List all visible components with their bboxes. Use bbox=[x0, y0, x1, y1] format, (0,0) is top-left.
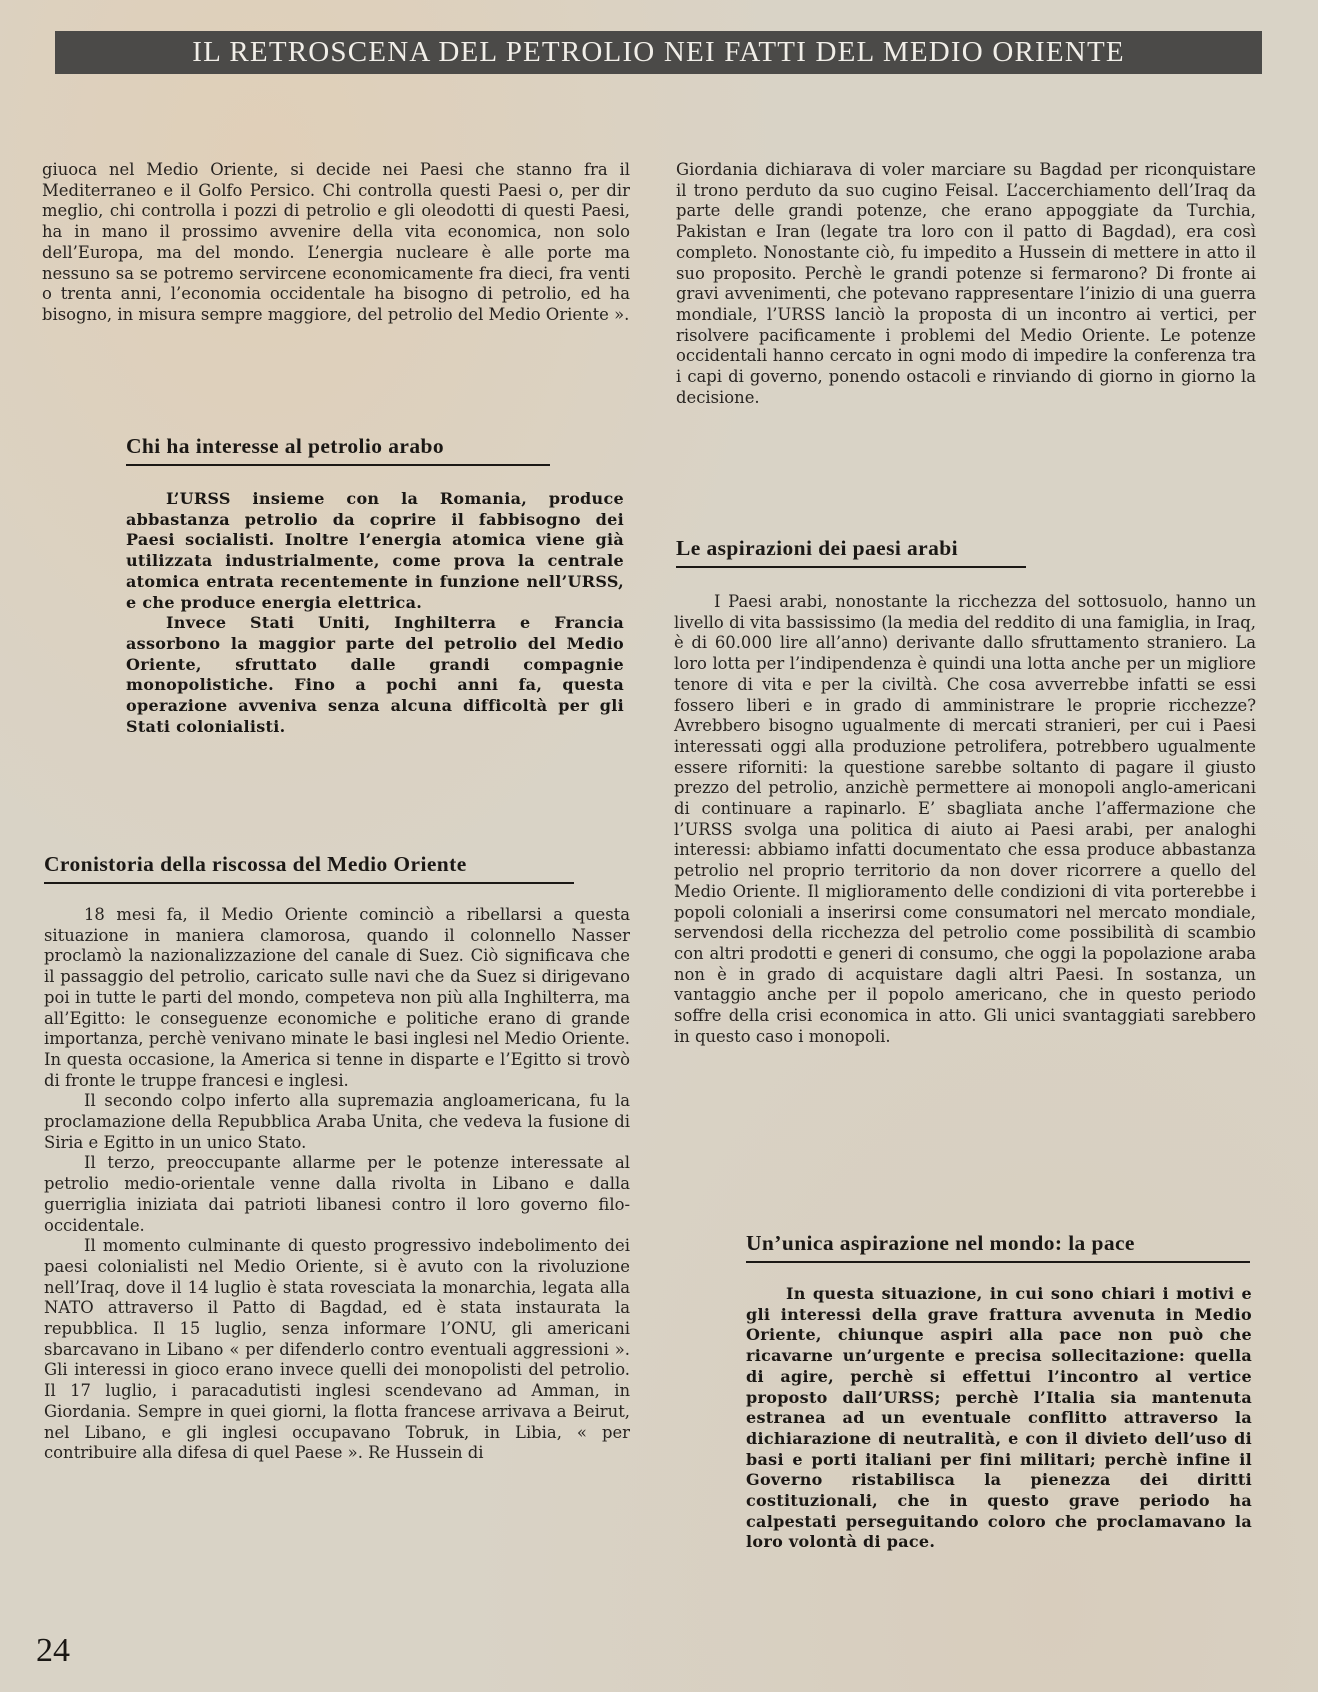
section-peace bbox=[746, 1231, 1252, 1263]
section-heading-aspirations: Le aspirazioni dei paesi arabi bbox=[676, 536, 1026, 568]
page-banner-title: IL RETROSCENA DEL PETROLIO NEI FATTI DEL MEDIO ORIENTE bbox=[55, 31, 1262, 74]
left-column bbox=[42, 160, 630, 326]
peace-paragraph-1: In questa situazione, in cui sono chiari i motivi e gli interessi della grave frattura avvenuta in Medio Oriente, chiunque aspiri alla pace non può che ricavarne un’urgente e precisa sollecitazione: quella di agire, perchè si effettui l’incontro al vertice proposto dall’URSS; perchè l’Italia sia mantenuta estranea ad un eventuale conflitto attraverso la dichiarazione di neutralità, e con il divieto dell’uso di basi e porti italiani per fini militari; perchè infine il Governo ristabilisca la pienezza dei diritti costituzionali, che in questo grave periodo ha calpestati perseguitando coloro che proclamavano la loro volontà di pace. bbox=[746, 1284, 1252, 1552]
section-heading-peace: Un’unica aspirazione nel mondo: la pace bbox=[746, 1231, 1250, 1263]
chronicle-paragraph-4: Il momento culminante di questo progressivo indebolimento dei paesi colonialisti nel Medio Oriente, si è avuto con la rivoluzione nell’Iraq, dove il 14 luglio è stata rovesciata la monarchia, legata alla NATO attraverso il Patto di Bagdad, ed è stata instaurata la repubblica. Il 15 luglio, senza informare l’ONU, gli americani sbarcavano in Libano « per difenderlo contro eventuali aggressioni ». Gli interessi in gioco erano invece quelli dei monopolisti del petrolio. Il 17 luglio, i paracadutisti inglesi scendevano ad Amman, in Giordania. Sempre in quei giorni, la flotta francese arrivava a Beirut, nel Libano, e gli inglesi occupavano Tobruk, in Libia, « per contribuire alla difesa di quel Paese ». Re Hussein di bbox=[44, 1236, 630, 1463]
interest-paragraph-2: Invece Stati Uniti, Inghilterra e Francia assorbono la maggior parte del petrolio del Medio Oriente, sfruttato dalle grandi compagnie monopolistiche. Fino a pochi anni fa, questa operazione avveniva senza alcuna difficoltà per gli Stati colonialisti. bbox=[126, 613, 624, 736]
section-aspirations bbox=[676, 536, 1256, 568]
section-peace-body bbox=[746, 1284, 1252, 1553]
chronicle-paragraph-3: Il terzo, preoccupante allarme per le potenze interessate al petrolio medio-orientale venne dalla rivolta in Libano e dalla guerriglia iniziata dai patrioti libanesi contro il loro governo filo-occidentale. bbox=[44, 1153, 630, 1235]
intro-paragraph: giuoca nel Medio Oriente, si decide nei Paesi che stanno fra il Mediterraneo e il Golfo Persico. Chi controlla questi Paesi o, per dir meglio, chi controlla i pozzi di petrolio e gli oleodotti di questi Paesi, ha in mano il prossimo avvenire della vita economica, non solo dell’Europa, ma del mondo. L’energia nucleare è alle porte ma nessuno sa se potremo servircene economicamente fra dieci, fra venti o trenta anni, l’economia occidentale ha bisogno di petrolio, ed ha bisogno, in misura sempre maggiore, del petrolio del Medio Oriente ». bbox=[42, 160, 630, 324]
right-column bbox=[676, 160, 1256, 408]
page-number: 24 bbox=[36, 1632, 70, 1669]
section-chronicle-body bbox=[44, 905, 630, 1464]
section-interest-body bbox=[126, 489, 624, 737]
continuation-paragraph: Giordania dichiarava di voler marciare su Bagdad per riconquistare il trono perduto da suo cugino Feisal. L’accerchiamento dell’Iraq da parte delle grandi potenze, che erano appoggiate da Turchia, Pakistan e Iran (legate tra loro con il patto di Bagdad), era così completo. Nonostante ciò, fu impedito a Hussein di mettere in atto il suo proposito. Perchè le grandi potenze si fermarono? Di fronte ai gravi avvenimenti, che potevano rappresentare l’inizio di una guerra mondiale, l’URSS lanciò la proposta di un incontro ai vertici, per risolvere pacificamente i problemi del Medio Oriente. Le potenze occidentali hanno cercato in ogni modo di impedire la conferenza tra i capi di governo, ponendo ostacoli e rinviando di giorno in giorno la decisione. bbox=[676, 160, 1256, 407]
chronicle-paragraph-1: 18 mesi fa, il Medio Oriente cominciò a ribellarsi a questa situazione in maniera clamorosa, quando il colonnello Nasser proclamò la nazionalizzazione del canale di Suez. Ciò significava che il passaggio del petrolio, caricato sulle navi che da Suez si dirigevano poi in tutte le parti del mondo, competeva non più alla Inghilterra, ma all’Egitto: le conseguenze economiche e politiche erano di grande importanza, perchè venivano minate le basi inglesi nel Medio Oriente. In questa occasione, la America si tenne in disparte e l’Egitto si trovò di fronte le truppe francesi e inglesi. bbox=[44, 905, 630, 1090]
section-heading-chronicle: Cronistoria della riscossa del Medio Oriente bbox=[44, 852, 574, 884]
chronicle-paragraph-2: Il secondo colpo inferto alla supremazia angloamericana, fu la proclamazione della Repubblica Araba Unita, che vedeva la fusione di Siria e Egitto in un unico Stato. bbox=[44, 1091, 630, 1152]
section-aspirations-body bbox=[674, 592, 1256, 1047]
section-heading-interest: Chi ha interesse al petrolio arabo bbox=[126, 434, 550, 466]
section-chronicle bbox=[44, 852, 630, 884]
aspirations-paragraph-1: I Paesi arabi, nonostante la ricchezza del sottosuolo, hanno un livello di vita bassissimo (la media del reddito di una famiglia, in Iraq, è di 60.000 lire all’anno) derivante dallo sfruttamento straniero. La loro lotta per l’indipendenza è quindi una lotta anche per un migliore tenore di vita e per la civiltà. Che cosa avverrebbe infatti se essi fossero liberi e in grado di amministrare le proprie ricchezze? Avrebbero bisogno ugualmente di mercati stranieri, per cui i Paesi interessati oggi alla produzione petrolifera, potrebbero ugualmente essere riforniti: la questione sarebbe soltanto di pagare il giusto prezzo del petrolio, anzichè permettere ai monopoli anglo-americani di continuare a rapinarlo. E’ sbagliata anche l’affermazione che l’URSS svolga una politica di aiuto ai Paesi arabi, per analoghi interessi: abbiamo infatti documentato che essa produce abbastanza petrolio nel proprio territorio da non dover ricorrere a quello del Medio Oriente. Il miglioramento delle condizioni di vita porterebbe i popoli coloniali a inserirsi come consumatori nel mercato mondiale, servendosi della ricchezza del petrolio come possibilità di scambio con altri prodotti e generi di consumo, che oggi la popolazione araba non è in grado di acquistare dagli altri Paesi. In sostanza, un vantaggio anche per il popolo americano, che in questo periodo soffre della crisi economica in atto. Gli unici svantaggiati sarebbero in questo caso i monopoli. bbox=[674, 592, 1256, 1046]
section-interest bbox=[126, 434, 624, 466]
interest-paragraph-1: L’URSS insieme con la Romania, produce abbastanza petrolio da coprire il fabbisogno dei Paesi socialisti. Inoltre l’energia atomica viene già utilizzata industrialmente, come prova la centrale atomica entrata recentemente in funzione nell’URSS, e che produce energia elettrica. bbox=[126, 489, 624, 612]
